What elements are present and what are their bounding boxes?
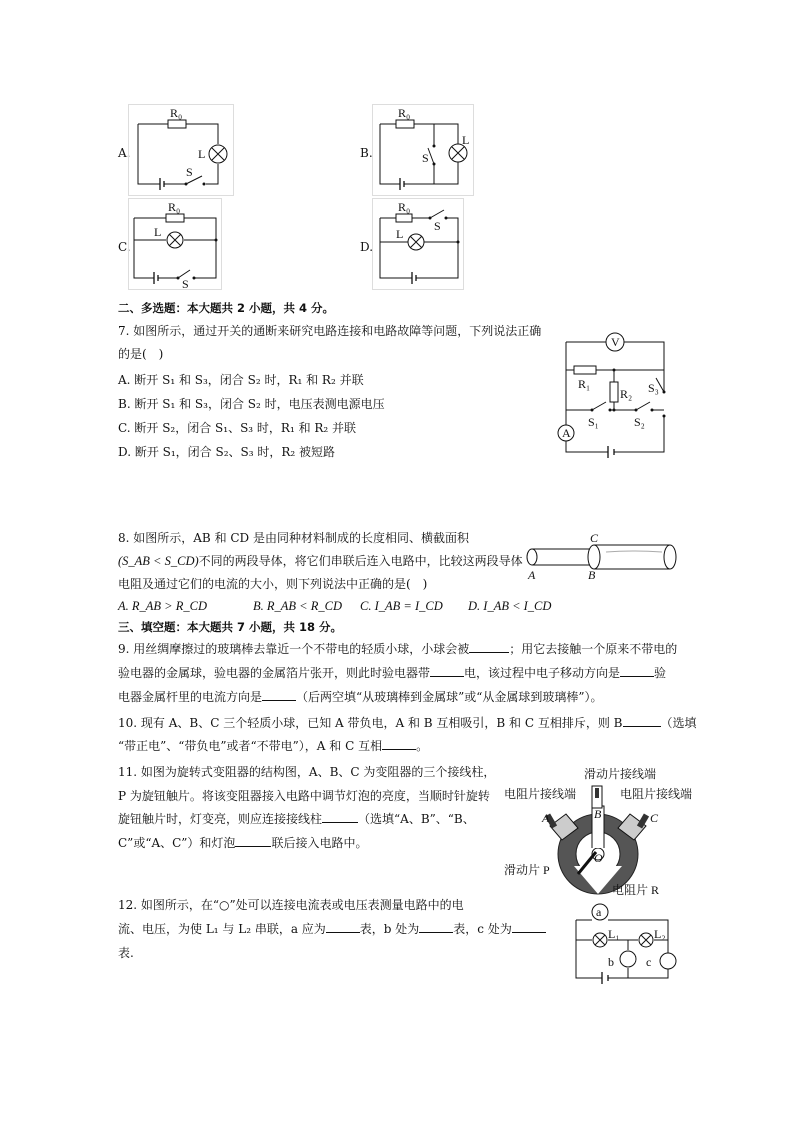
q11-slider-label: 滑动片 P	[504, 863, 550, 877]
q7-r2-label: R₂	[620, 387, 633, 401]
q12-blank-a[interactable]	[326, 921, 360, 933]
q8-stem-line1: 8. 如图所示，AB 和 CD 是由同种材料制成的长度相同、横截面积	[118, 531, 469, 545]
q9-blank2[interactable]	[430, 665, 464, 677]
q12-meter-a-label: a	[596, 905, 602, 919]
section-multiple-choice: 二、多选题：本大题共 2 小题，共 4 分。	[118, 301, 335, 315]
q11-blank1[interactable]	[322, 811, 358, 823]
q11-right-terminal-label: 电阻片接线端	[620, 787, 693, 801]
option-b-letter: B.	[360, 146, 373, 160]
q8-option-b: B. R_AB < R_CD	[253, 599, 342, 613]
q11-slider-terminal-label: 滑动片接线端	[584, 767, 657, 781]
q12-meter-b-label: b	[608, 955, 614, 969]
q11-line1: 11. 如图为旋转式变阻器的结构图，A、B、C 为变阻器的三个接线柱，	[118, 765, 496, 779]
q10-blank2[interactable]	[382, 738, 416, 750]
q7-stem-line2: 的是( )	[118, 347, 164, 361]
q7-s1-label: S₁	[588, 415, 599, 429]
q12-line2: 流、电压，为使 L₁ 与 L₂ 串联，a 应为 表，b 处为 表，c 处为	[118, 921, 546, 937]
q12-line3: 表.	[118, 946, 134, 960]
q8-label-a: A	[528, 568, 536, 582]
q11-label-b: B	[594, 807, 602, 821]
q11-blank2[interactable]	[235, 835, 271, 847]
q12-l2-label: L₂	[654, 927, 666, 941]
q8-area-inequality: (S_AB < S_CD)	[118, 554, 199, 568]
circuit-a-s: S	[186, 165, 193, 179]
section-fill-in: 三、填空题：本大题共 7 小题，共 18 分。	[118, 620, 343, 634]
q11-line4: C”或“A、C”）和灯泡 联后接入电路中。	[118, 836, 368, 850]
q7-stem-line1: 7. 如图所示，通过开关的通断来研究电路连接和电路故障等问题，下列说法正确	[118, 324, 542, 338]
q7-s3-label: S₃	[648, 381, 659, 395]
circuit-a-l: L	[198, 147, 206, 161]
q12-blank-b[interactable]	[419, 921, 453, 933]
q9-blank3[interactable]	[620, 665, 654, 677]
q8-conductor-figure	[522, 532, 682, 582]
circuit-b-l: L	[462, 133, 470, 147]
q9-line2: 验电器的金属球，验电器的金属箔片张开，则此时验电器带 电，该过程中电子移动方向是 验	[118, 666, 667, 680]
q8-option-c: C. I_AB = I_CD	[360, 599, 443, 613]
q12-blank-c[interactable]	[512, 921, 546, 933]
q11-label-o: O	[594, 851, 603, 865]
q12-circuit-figure	[572, 898, 676, 988]
q8-option-d: D. I_AB < I_CD	[468, 599, 552, 613]
q11-label-c: C	[650, 811, 659, 825]
circuit-b-figure	[372, 104, 474, 196]
circuit-d-figure	[372, 198, 464, 290]
q8-label-b: B	[588, 568, 596, 582]
q11-line2: P 为旋钮触片。将该变阻器接入电路中调节灯泡的亮度，当顺时针旋转	[118, 789, 490, 803]
q11-label-a: A	[542, 811, 550, 825]
circuit-b-s: S	[422, 151, 429, 165]
q10-blank1[interactable]	[623, 715, 661, 727]
circuit-c-r0: R₀	[168, 200, 181, 214]
q9-blank1[interactable]	[469, 641, 509, 653]
q11-left-terminal-label: 电阻片接线端	[504, 787, 577, 801]
q9-line3: 电器金属杆里的电流方向是 （后两空填“从玻璃棒到金属球”或“从金属球到玻璃棒”）。	[118, 690, 603, 704]
q10-line2: “带正电”、“带负电”或者“不带电”），A 和 C 互相 。	[118, 739, 429, 753]
q7-s2-label: S₂	[634, 415, 645, 429]
circuit-c-l: L	[154, 225, 162, 239]
q8-stem-line2: (S_AB < S_CD)不同的两段导体，将它们串联后连入电路中，比较这两段导体	[118, 554, 523, 568]
option-d-letter: D.	[360, 240, 374, 254]
q12-meter-c-label: c	[646, 955, 652, 969]
q8-option-a: A. R_AB > R_CD	[118, 599, 207, 613]
q10-line1: 10. 现有 A、B、C 三个轻质小球，已知 A 带负电，A 和 B 互相吸引，B 和 C 互相排斥，则 B （选填	[118, 716, 697, 730]
circuit-a-r0: R₀	[170, 106, 183, 120]
q7-circuit-figure	[552, 330, 672, 460]
q7-r1-label: R₁	[578, 377, 591, 391]
q7-option-c: C. 断开 S₂，闭合 S₁、S₃ 时，R₁ 和 R₂ 并联	[118, 421, 357, 435]
q11-resistor-label: 电阻片 R	[612, 883, 660, 897]
q11-rheostat-figure	[500, 766, 693, 898]
circuit-a-figure	[128, 104, 234, 196]
q7-voltmeter-label: V	[611, 335, 620, 349]
q8-stem-line3: 电阻及通过它们的电流的大小，则下列说法中正确的是( )	[118, 577, 428, 591]
circuit-c-s: S	[182, 277, 189, 291]
q12-line1: 12. 如图所示，在“○”处可以连接电流表或电压表测量电路中的电	[118, 898, 464, 912]
option-c-letter: C.	[118, 240, 131, 254]
q11-line3: 旋钮触片时，灯变亮，则应连接接线柱 （选填“A、B”、“B、	[118, 812, 475, 826]
circuit-d-r0: R₀	[398, 200, 411, 214]
q7-option-b: B. 断开 S₁ 和 S₃，闭合 S₂ 时，电压表测电源电压	[118, 397, 385, 411]
option-a-letter: A.	[118, 146, 131, 160]
q9-line1: 9. 用丝绸摩擦过的玻璃棒去靠近一个不带电的轻质小球，小球会被 ；用它去接触一个原来不带电的	[118, 642, 678, 656]
q8-label-c: C	[590, 531, 599, 545]
circuit-d-l: L	[396, 227, 404, 241]
q12-l1-label: L₁	[608, 927, 620, 941]
circuit-b-r0: R₀	[398, 106, 411, 120]
q7-option-a: A. 断开 S₁ 和 S₃，闭合 S₂ 时，R₁ 和 R₂ 并联	[118, 373, 364, 387]
circuit-c-figure	[128, 198, 222, 290]
q9-blank4[interactable]	[262, 689, 296, 701]
circuit-d-s: S	[434, 219, 441, 233]
q7-option-d: D. 断开 S₁，闭合 S₂、S₃ 时，R₂ 被短路	[118, 445, 336, 459]
q7-ammeter-label: A	[562, 426, 571, 440]
